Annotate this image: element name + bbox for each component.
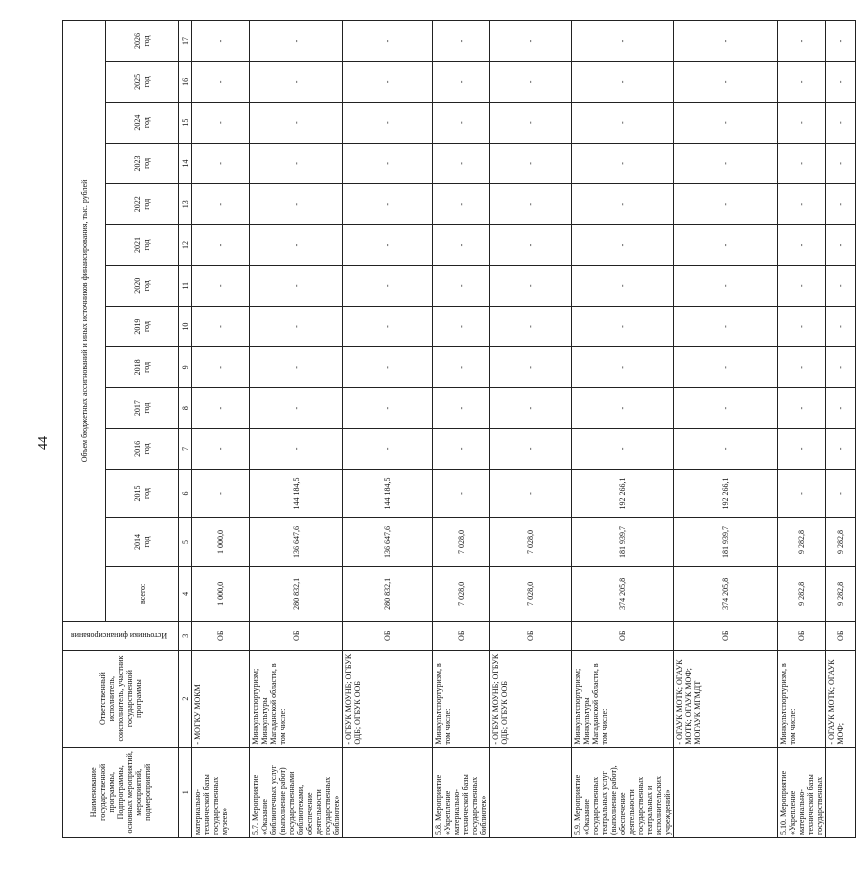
row-value: -	[490, 265, 572, 306]
row-value: 1 000,0	[192, 518, 250, 567]
row-value: -	[192, 184, 250, 225]
year-value: 2025	[133, 73, 142, 90]
row-name	[826, 747, 856, 837]
row-value: -	[674, 184, 778, 225]
row-value: 7 028,0	[433, 566, 490, 621]
column-index: 4	[179, 566, 192, 621]
row-value: -	[572, 61, 674, 102]
row-value: -	[343, 306, 433, 347]
row-value: 7 028,0	[490, 518, 572, 567]
header-year-2014	[106, 518, 179, 567]
row-name	[343, 747, 433, 837]
year-value: 2018	[133, 359, 142, 376]
row-value: -	[343, 347, 433, 388]
row-value: -	[826, 184, 856, 225]
row-value: -	[192, 469, 250, 518]
row-value: 9 282,8	[826, 566, 856, 621]
year-value: 2020	[133, 277, 142, 294]
row-value: -	[250, 21, 343, 62]
row-value: -	[433, 469, 490, 518]
year-value: 2015	[133, 485, 142, 502]
year-word: год	[142, 117, 151, 129]
row-responsible: Минкультспортуризм, в том числе:	[778, 650, 826, 747]
row-value: 9 282,8	[826, 518, 856, 567]
year-value: 2017	[133, 400, 142, 417]
header-year-2026	[106, 21, 179, 62]
column-index: 12	[179, 225, 192, 266]
row-responsible: - ОГАУК МОТК; ОГАУК МОТК; ОГАУК МОФ; МОГАУК МГМДТ	[674, 650, 778, 747]
row-responsible: Минкультспортуризм, в том числе:	[433, 650, 490, 747]
column-index: 11	[179, 265, 192, 306]
row-source: ОБ	[192, 621, 250, 650]
header-year-2017	[106, 388, 179, 429]
row-name	[674, 747, 778, 837]
year-word: год	[142, 361, 151, 373]
row-value: -	[572, 347, 674, 388]
row-value: -	[826, 61, 856, 102]
row-name	[490, 747, 572, 837]
header-year-2016	[106, 429, 179, 470]
column-index: 2	[179, 650, 192, 747]
header-source-text: Источники финансирования	[71, 631, 168, 641]
column-index: 15	[179, 102, 192, 143]
row-value: -	[250, 61, 343, 102]
row-value: -	[250, 388, 343, 429]
header-name: Наименование государственной программы, Подпрограммы, основных мероприятий, мероприятий, подмероприятий	[63, 747, 179, 837]
table-row	[572, 21, 674, 838]
header-year-2018	[106, 347, 179, 388]
row-value: -	[674, 21, 778, 62]
header-year-2020	[106, 265, 179, 306]
header-source	[63, 621, 179, 650]
header-year-2023	[106, 143, 179, 184]
row-value: -	[674, 265, 778, 306]
row-value: 144 184,5	[250, 469, 343, 518]
year-word: год	[142, 239, 151, 251]
row-value: -	[778, 61, 826, 102]
row-value: -	[572, 102, 674, 143]
row-value: -	[343, 143, 433, 184]
row-value: -	[674, 61, 778, 102]
row-value: -	[433, 347, 490, 388]
row-value: 144 184,5	[343, 469, 433, 518]
row-value: -	[826, 102, 856, 143]
row-source: ОБ	[778, 621, 826, 650]
year-word: год	[142, 488, 151, 500]
row-value: -	[826, 265, 856, 306]
row-value: -	[490, 21, 572, 62]
row-value: 374 205,8	[674, 566, 778, 621]
row-value: -	[826, 143, 856, 184]
row-responsible: - МОГКУ МОКМ	[192, 650, 250, 747]
year-value: 2016	[133, 440, 142, 457]
row-value: -	[192, 143, 250, 184]
row-value: -	[778, 265, 826, 306]
row-value: 192 266,1	[674, 469, 778, 518]
header-total: всего:	[106, 566, 179, 621]
row-value: -	[826, 429, 856, 470]
row-value: -	[778, 143, 826, 184]
row-value: -	[572, 225, 674, 266]
row-name: 5.10. Мероприятие «Укрепление материально-технической базы государственных	[778, 747, 826, 837]
year-word: год	[142, 76, 151, 88]
row-source: ОБ	[250, 621, 343, 650]
row-value: -	[572, 306, 674, 347]
header-responsible: Ответственный исполнитель, соисполнитель, участник государственной программы	[63, 650, 179, 747]
row-value: -	[250, 143, 343, 184]
row-source: ОБ	[343, 621, 433, 650]
year-word: год	[142, 157, 151, 169]
year-value: 2021	[133, 237, 142, 253]
row-value: -	[674, 347, 778, 388]
row-name: 5.8. Мероприятие «Укрепление материально-технической базы государственных библиотек»	[433, 747, 490, 837]
row-value: -	[778, 306, 826, 347]
year-value: 2014	[133, 534, 142, 551]
row-source: ОБ	[490, 621, 572, 650]
column-index: 6	[179, 469, 192, 518]
row-value: -	[490, 225, 572, 266]
column-index: 13	[179, 184, 192, 225]
row-name: материально-технической базы государственных музеев»	[192, 747, 250, 837]
row-value: -	[343, 265, 433, 306]
header-year-2022	[106, 184, 179, 225]
row-value: -	[778, 347, 826, 388]
row-value: -	[192, 347, 250, 388]
row-value: -	[433, 265, 490, 306]
row-value: -	[490, 429, 572, 470]
header-year-2025	[106, 61, 179, 102]
row-value: -	[490, 61, 572, 102]
row-value: -	[778, 21, 826, 62]
row-value: -	[490, 102, 572, 143]
row-value: 7 028,0	[490, 566, 572, 621]
table-row	[826, 21, 856, 838]
header-year-2024	[106, 102, 179, 143]
row-source: ОБ	[572, 621, 674, 650]
year-word: год	[142, 35, 151, 47]
column-index: 8	[179, 388, 192, 429]
year-word: год	[142, 280, 151, 292]
header-year-2021	[106, 225, 179, 266]
row-value: 192 266,1	[572, 469, 674, 518]
row-value: 181 939,7	[674, 518, 778, 567]
row-value: -	[343, 21, 433, 62]
row-value: -	[572, 143, 674, 184]
table-row	[192, 21, 250, 838]
row-value: -	[250, 184, 343, 225]
row-value: -	[192, 306, 250, 347]
row-value: -	[778, 184, 826, 225]
row-value: -	[826, 388, 856, 429]
header-funding: Объем бюджетных ассигнований и иных источников финансирования, тыс. рублей	[63, 21, 106, 622]
row-value: -	[250, 102, 343, 143]
table-row	[490, 21, 572, 838]
year-value: 2023	[133, 155, 142, 172]
row-name: 5.7. Мероприятие «Оказание библиотечных услуг (выполнение работ) государственными библиотеками, обеспечение деятельности государственных библиотек»	[250, 747, 343, 837]
row-value: -	[778, 429, 826, 470]
row-value: -	[778, 469, 826, 518]
row-value: -	[490, 347, 572, 388]
row-value: -	[192, 21, 250, 62]
row-value: -	[433, 184, 490, 225]
row-value: 374 205,8	[572, 566, 674, 621]
row-value: -	[343, 184, 433, 225]
table-row	[433, 21, 490, 838]
row-source: ОБ	[433, 621, 490, 650]
row-value: -	[826, 21, 856, 62]
row-responsible: - ОГБУК МОУНБ; ОГБУК ОДБ; ОГБУК ООБ	[343, 650, 433, 747]
column-index: 17	[179, 21, 192, 62]
row-value: -	[192, 265, 250, 306]
row-value: -	[192, 61, 250, 102]
row-value: -	[572, 429, 674, 470]
column-index: 7	[179, 429, 192, 470]
row-value: -	[192, 102, 250, 143]
row-value: -	[433, 388, 490, 429]
row-value: -	[490, 469, 572, 518]
column-index: 14	[179, 143, 192, 184]
row-value: -	[490, 306, 572, 347]
row-responsible: Минкультспортуризм; Минкультуры Магаданской области, в том числе:	[250, 650, 343, 747]
row-value: -	[250, 306, 343, 347]
table-row	[343, 21, 433, 838]
row-value: -	[343, 61, 433, 102]
year-value: 2022	[133, 196, 142, 213]
year-word: год	[142, 443, 151, 455]
row-value: -	[778, 388, 826, 429]
column-index: 10	[179, 306, 192, 347]
row-value: -	[572, 184, 674, 225]
row-value: -	[826, 347, 856, 388]
row-value: -	[433, 143, 490, 184]
row-value: -	[343, 388, 433, 429]
row-value: 9 282,8	[778, 566, 826, 621]
table-row	[250, 21, 343, 838]
row-value: -	[250, 429, 343, 470]
row-value: -	[250, 347, 343, 388]
row-value: 181 939,7	[572, 518, 674, 567]
row-value: -	[433, 21, 490, 62]
row-value: -	[674, 388, 778, 429]
row-value: -	[250, 225, 343, 266]
row-value: 136 647,6	[250, 518, 343, 567]
row-value: -	[826, 225, 856, 266]
row-value: -	[433, 306, 490, 347]
row-value: -	[674, 306, 778, 347]
row-value: 1 000,0	[192, 566, 250, 621]
row-value: -	[250, 265, 343, 306]
year-word: год	[142, 402, 151, 414]
row-value: -	[674, 143, 778, 184]
column-index: 5	[179, 518, 192, 567]
column-index: 1	[179, 747, 192, 837]
row-value: 9 282,8	[778, 518, 826, 567]
year-value: 2026	[133, 33, 142, 49]
row-responsible: - ОГАУК МОТК; ОГАУК МОФ;	[826, 650, 856, 747]
row-value: -	[826, 469, 856, 518]
year-word: год	[142, 321, 151, 333]
year-word: год	[142, 536, 151, 548]
rotated-table-container	[62, 20, 845, 838]
row-value: -	[192, 225, 250, 266]
row-value: -	[674, 102, 778, 143]
row-source: ОБ	[826, 621, 856, 650]
row-value: -	[674, 429, 778, 470]
year-value: 2019	[133, 318, 142, 335]
row-value: -	[433, 429, 490, 470]
table-row	[674, 21, 778, 838]
row-value: -	[343, 225, 433, 266]
table-row	[778, 21, 826, 838]
page-number: 44	[36, 436, 51, 450]
row-value: -	[826, 306, 856, 347]
column-index: 9	[179, 347, 192, 388]
row-value: 7 028,0	[433, 518, 490, 567]
row-name: 5.9. Мероприятие «Оказание государственных театральных услуг (выполнение работ), обеспечение деятельности государственных театральных и исполнительских учреждений»	[572, 747, 674, 837]
row-value: -	[192, 429, 250, 470]
row-value: -	[433, 225, 490, 266]
row-value: -	[490, 184, 572, 225]
row-value: -	[674, 225, 778, 266]
row-value: -	[433, 102, 490, 143]
row-value: 280 832,1	[250, 566, 343, 621]
row-value: -	[343, 429, 433, 470]
row-value: -	[572, 388, 674, 429]
year-value: 2024	[133, 114, 142, 131]
row-value: -	[778, 102, 826, 143]
header-year-2019	[106, 306, 179, 347]
year-word: год	[142, 198, 151, 210]
header-year-2015	[106, 469, 179, 518]
row-value: -	[433, 61, 490, 102]
row-value: 280 832,1	[343, 566, 433, 621]
column-index: 3	[179, 621, 192, 650]
row-source: ОБ	[674, 621, 778, 650]
row-responsible: - ОГБУК МОУНБ; ОГБУК ОДБ; ОГБУК ООБ	[490, 650, 572, 747]
row-value: -	[343, 102, 433, 143]
row-value: -	[778, 225, 826, 266]
row-value: -	[572, 265, 674, 306]
row-value: -	[490, 388, 572, 429]
row-value: 136 647,6	[343, 518, 433, 567]
funding-table	[62, 20, 856, 838]
row-value: -	[572, 21, 674, 62]
row-value: -	[192, 388, 250, 429]
row-responsible: Минкультспортуризм; Минкультуры Магаданской области, в том числе:	[572, 650, 674, 747]
column-index: 16	[179, 61, 192, 102]
row-value: -	[490, 143, 572, 184]
